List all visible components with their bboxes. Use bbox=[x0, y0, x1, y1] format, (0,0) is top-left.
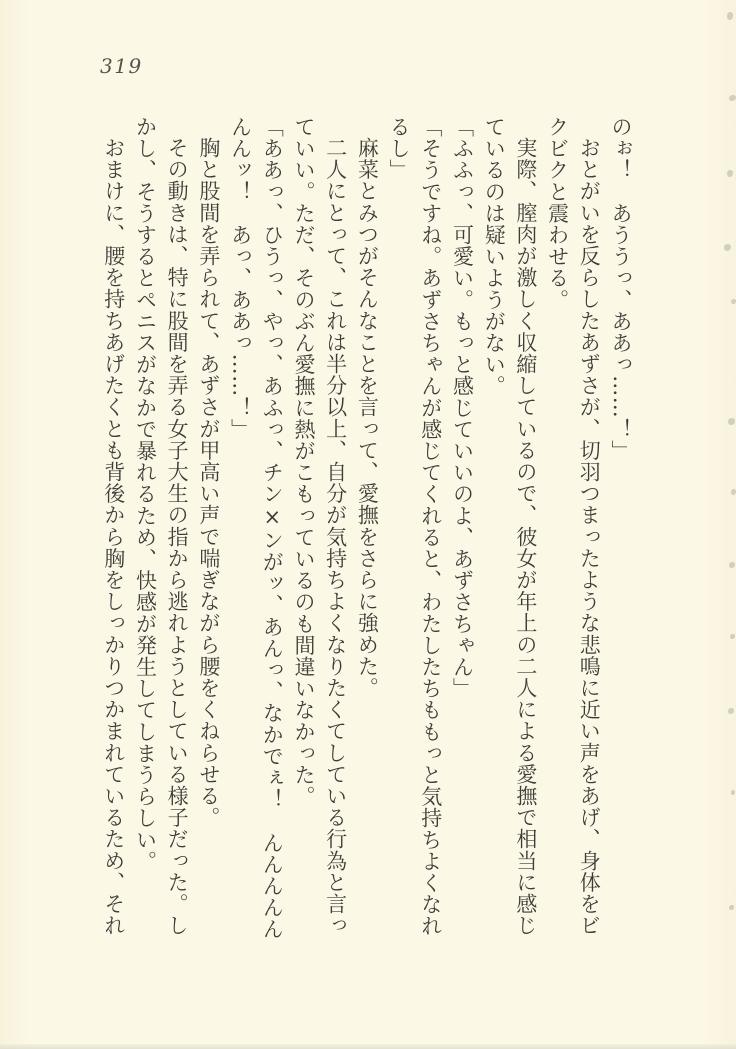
scan-speck bbox=[728, 418, 735, 425]
scan-speck bbox=[731, 489, 736, 495]
scan-speck bbox=[724, 244, 731, 251]
scan-speck bbox=[729, 562, 735, 568]
text-block bbox=[97, 116, 636, 938]
scan-speck bbox=[731, 299, 736, 304]
scan-speck bbox=[727, 170, 733, 177]
scan-speck bbox=[729, 905, 734, 910]
text-line: おまけに、腰を持ちあげたくとも背後から胸をしっかりつかまれているため、それ bbox=[101, 137, 126, 937]
page-number: 319 bbox=[100, 54, 143, 78]
scan-speck bbox=[727, 12, 733, 20]
text-line: かし、そうするとペニスがなかで暴れるため、快感が発生してしまうらしい。 bbox=[133, 116, 158, 872]
text-line: るし」 bbox=[387, 116, 412, 181]
text-line: 麻菜とみつがそんなことを言って、愛撫をさらに強めた。 bbox=[355, 137, 380, 699]
text-line: 二人にとって、これは半分以上、自分が気持ちよくなりたくてしている行為と言っ bbox=[323, 137, 348, 937]
text-line: おとがいを反らしたあずさが、切羽つまったような悲鳴に近い声をあげ、身体をビ bbox=[577, 137, 602, 937]
text-line: ていい。ただ、そのぶん愛撫に熱がこもっているのも間違いなかった。 bbox=[291, 116, 316, 808]
scan-speck bbox=[730, 634, 735, 639]
scan-speck bbox=[729, 95, 736, 101]
text-line: 実際、膣肉が激しく収縮しているので、彼女が年上の二人による愛撫で相当に感じ bbox=[513, 137, 538, 937]
text-line: んんッ！ あっ、ああっ……！」 bbox=[228, 116, 253, 440]
scan-speck bbox=[731, 790, 735, 795]
text-line: ているのは疑いようがない。 bbox=[482, 116, 507, 397]
text-line: のぉ！ あううっ、ああっ……！」 bbox=[609, 116, 633, 462]
text-line: 胸と股間を弄られて、あずさが甲高い声で喘ぎながら腰をくねらせる。 bbox=[196, 137, 221, 829]
scan-speck bbox=[728, 708, 734, 714]
text-line: 「ああっ、ひうっ、やっ、あふっ、チン×ンがッ、あんっ、なかでぇ！ んんんんん bbox=[260, 116, 285, 940]
text-line: 「そうですね。あずさちゃんが感じてくれると、わたしたちももっと気持ちよくなれ bbox=[418, 116, 443, 937]
text-line: クビクと震わせる。 bbox=[545, 116, 570, 311]
text-line: その動きは、特に股間を弄る女子大生の指から逃れようとしている様子だった。し bbox=[165, 137, 190, 937]
page-bottom-edge bbox=[0, 1044, 736, 1049]
text-line: 「ふふっ、可愛い。もっと感じていいのよ、あずさちゃん」 bbox=[450, 116, 475, 700]
